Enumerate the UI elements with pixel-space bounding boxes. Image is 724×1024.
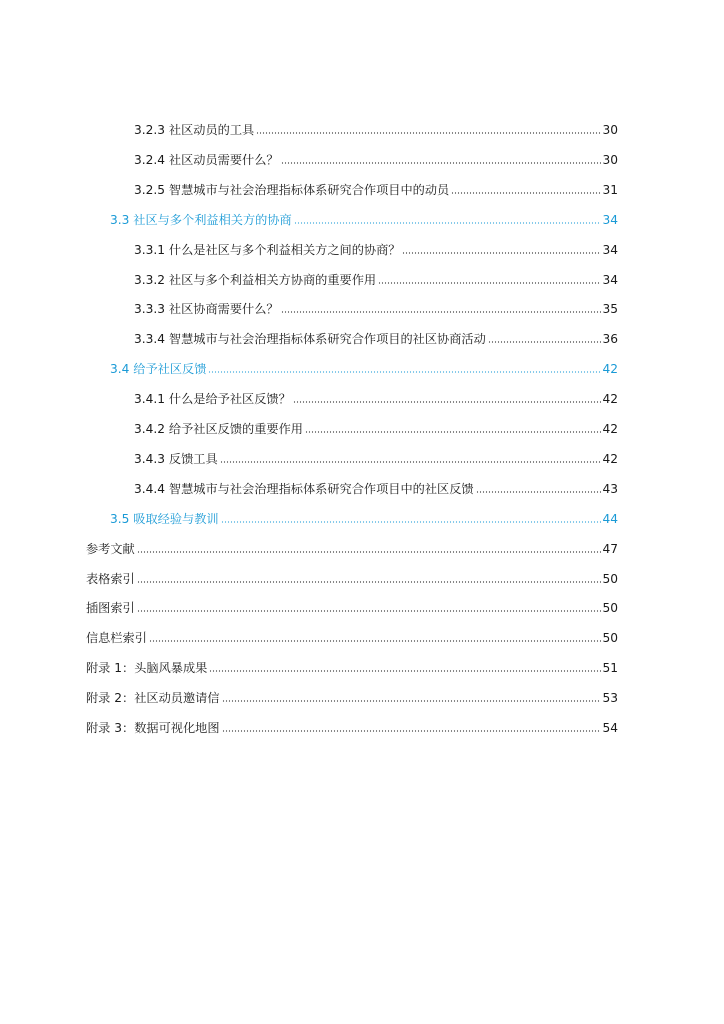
dot-leader: [137, 610, 602, 612]
toc-entry[interactable]: [134, 268, 618, 288]
toc-entry[interactable]: [86, 716, 618, 736]
toc-entry-page-number: 53: [602, 691, 618, 706]
toc-entry-title: 什么是给予社区反馈？: [168, 392, 291, 407]
dot-leader: [305, 431, 602, 433]
toc-entry-title: 社区与多个利益相关方协商的重要作用: [168, 272, 377, 287]
dot-leader: [222, 730, 602, 732]
dot-leader: [137, 551, 602, 553]
toc-entry-number: 3.3.3: [134, 302, 166, 317]
dot-leader: [488, 341, 602, 343]
toc-entry-page-number: 50: [602, 601, 618, 616]
toc-entry-page-number: 47: [602, 541, 618, 556]
toc-entry-title: 附录 2：社区动员邀请信: [86, 691, 220, 706]
toc-entry-title: 附录 3：数据可视化地图: [86, 721, 220, 735]
toc-entry-page-number: 43: [602, 481, 618, 496]
toc-entry-number: 3.3: [110, 212, 130, 227]
toc-entry-title: 社区动员的工具: [168, 123, 255, 137]
dot-leader: [209, 670, 601, 672]
toc-entry-number: 3.2.3: [134, 123, 166, 137]
toc-entry-page-number: 44: [602, 511, 618, 526]
toc-entry[interactable]: [86, 596, 618, 616]
toc-entry-page-number: 30: [602, 123, 618, 137]
toc-entry-heading: [110, 361, 206, 377]
toc-entry-heading: [134, 152, 279, 168]
toc-entry-number: 3.4.3: [134, 451, 166, 466]
toc-entry-heading: [110, 212, 292, 228]
toc-entry-title: 智慧城市与社会治理指标体系研究合作项目的社区协商活动: [168, 332, 486, 347]
toc-entry-number: 3.4.2: [134, 422, 166, 436]
dot-leader: [137, 581, 602, 583]
toc-entry-title: 什么是社区与多个利益相关方之间的协商？: [168, 242, 401, 257]
dot-leader: [281, 162, 602, 164]
toc-entry[interactable]: [134, 238, 618, 258]
toc-entry-page-number: 50: [602, 571, 618, 586]
toc-entry-title: 社区动员需要什么？: [168, 152, 279, 167]
toc-entry-title: 反馈工具: [168, 451, 218, 466]
toc-entry-page-number: 42: [602, 392, 618, 407]
dot-leader: [294, 222, 602, 224]
toc-entry-number: 3.4.4: [134, 481, 166, 496]
toc-entry-title: 智慧城市与社会治理指标体系研究合作项目中的动员: [168, 182, 450, 197]
dot-leader: [222, 700, 602, 702]
toc-entry-page-number: 54: [602, 721, 618, 735]
toc-entry-heading: [134, 301, 279, 317]
toc-entry-heading: [134, 242, 400, 258]
toc-entry-title: 表格索引: [86, 571, 135, 586]
toc-entry-page-number: 50: [602, 631, 618, 646]
toc-entry-page-number: 42: [602, 362, 618, 377]
dot-leader: [293, 401, 602, 403]
toc-entry-title: 信息栏索引: [86, 631, 147, 646]
toc-entry-heading: [134, 481, 474, 497]
toc-entry-title: 吸取经验与教训: [133, 511, 219, 526]
toc-entry[interactable]: [134, 417, 618, 437]
toc-entry-title: 给予社区反馈: [133, 362, 207, 377]
toc-entry[interactable]: [86, 686, 618, 706]
toc-entry[interactable]: [134, 118, 618, 138]
dot-leader: [221, 521, 602, 523]
toc-entry-page-number: 34: [602, 272, 618, 287]
toc-entry-page-number: 51: [602, 661, 618, 676]
dot-leader: [451, 192, 601, 194]
toc-entry-title: 附录 1：头脑风暴成果: [86, 661, 208, 676]
toc-entry-page-number: 34: [602, 212, 618, 227]
dot-leader: [208, 371, 601, 373]
dot-leader: [256, 132, 601, 134]
toc-entry[interactable]: [110, 208, 618, 228]
toc-entry-number: 3.4.1: [134, 392, 166, 407]
toc-entry[interactable]: [134, 387, 618, 407]
dot-leader: [220, 461, 602, 463]
toc-entry-page-number: 30: [602, 152, 618, 167]
toc-entry-heading: [110, 511, 219, 527]
toc-entry-page-number: 42: [602, 422, 618, 436]
toc-entry-heading: [134, 182, 449, 198]
toc-entry-number: 3.4: [110, 362, 130, 377]
toc-entry[interactable]: [86, 537, 618, 557]
toc-entry-page-number: 36: [602, 332, 618, 347]
toc-entry-title: 插图索引: [86, 601, 135, 616]
dot-leader: [281, 311, 602, 313]
dot-leader: [476, 491, 602, 493]
toc-entry-heading: [134, 272, 376, 288]
toc-entry-title: 给予社区反馈的重要作用: [168, 422, 303, 436]
dot-leader: [378, 282, 601, 284]
toc-entry[interactable]: [86, 626, 618, 646]
toc-entry[interactable]: [86, 567, 618, 587]
toc-entry-number: 3.3.2: [134, 272, 166, 287]
toc-entry[interactable]: [134, 148, 618, 168]
toc-entry-number: 3.2.4: [134, 152, 166, 167]
toc-entry[interactable]: [134, 327, 618, 347]
toc-entry-heading: [134, 391, 291, 407]
dot-leader: [149, 640, 602, 642]
dot-leader: [402, 252, 601, 254]
toc-entry[interactable]: [86, 656, 618, 676]
toc-entry-heading: [134, 122, 254, 138]
toc-entry[interactable]: [134, 297, 618, 317]
toc-entry-page-number: 42: [602, 451, 618, 466]
toc-entry[interactable]: [134, 447, 618, 467]
toc-entry-page-number: 35: [602, 302, 618, 317]
toc-entry-title: 智慧城市与社会治理指标体系研究合作项目中的社区反馈: [168, 481, 474, 496]
toc-entry-number: 3.3.1: [134, 242, 166, 257]
toc-entry-title: 社区与多个利益相关方的协商: [133, 212, 292, 227]
toc-entry-number: 3.2.5: [134, 182, 166, 197]
toc-entry[interactable]: [110, 357, 618, 377]
toc-entry[interactable]: [134, 477, 618, 497]
toc-entry[interactable]: [110, 507, 618, 527]
toc-entry-number: 3.3.4: [134, 332, 166, 347]
toc-entry-number: 3.5: [110, 511, 130, 526]
toc-entry-title: 社区协商需要什么？: [168, 302, 279, 317]
toc-entry-title: 参考文献: [86, 541, 135, 556]
toc-entry-page-number: 34: [602, 242, 618, 257]
toc-entry-heading: [134, 451, 218, 467]
toc-entry-heading: [134, 331, 486, 347]
toc-entry-heading: [134, 421, 303, 437]
toc-entry-page-number: 31: [602, 182, 618, 197]
toc-entry[interactable]: [134, 178, 618, 198]
